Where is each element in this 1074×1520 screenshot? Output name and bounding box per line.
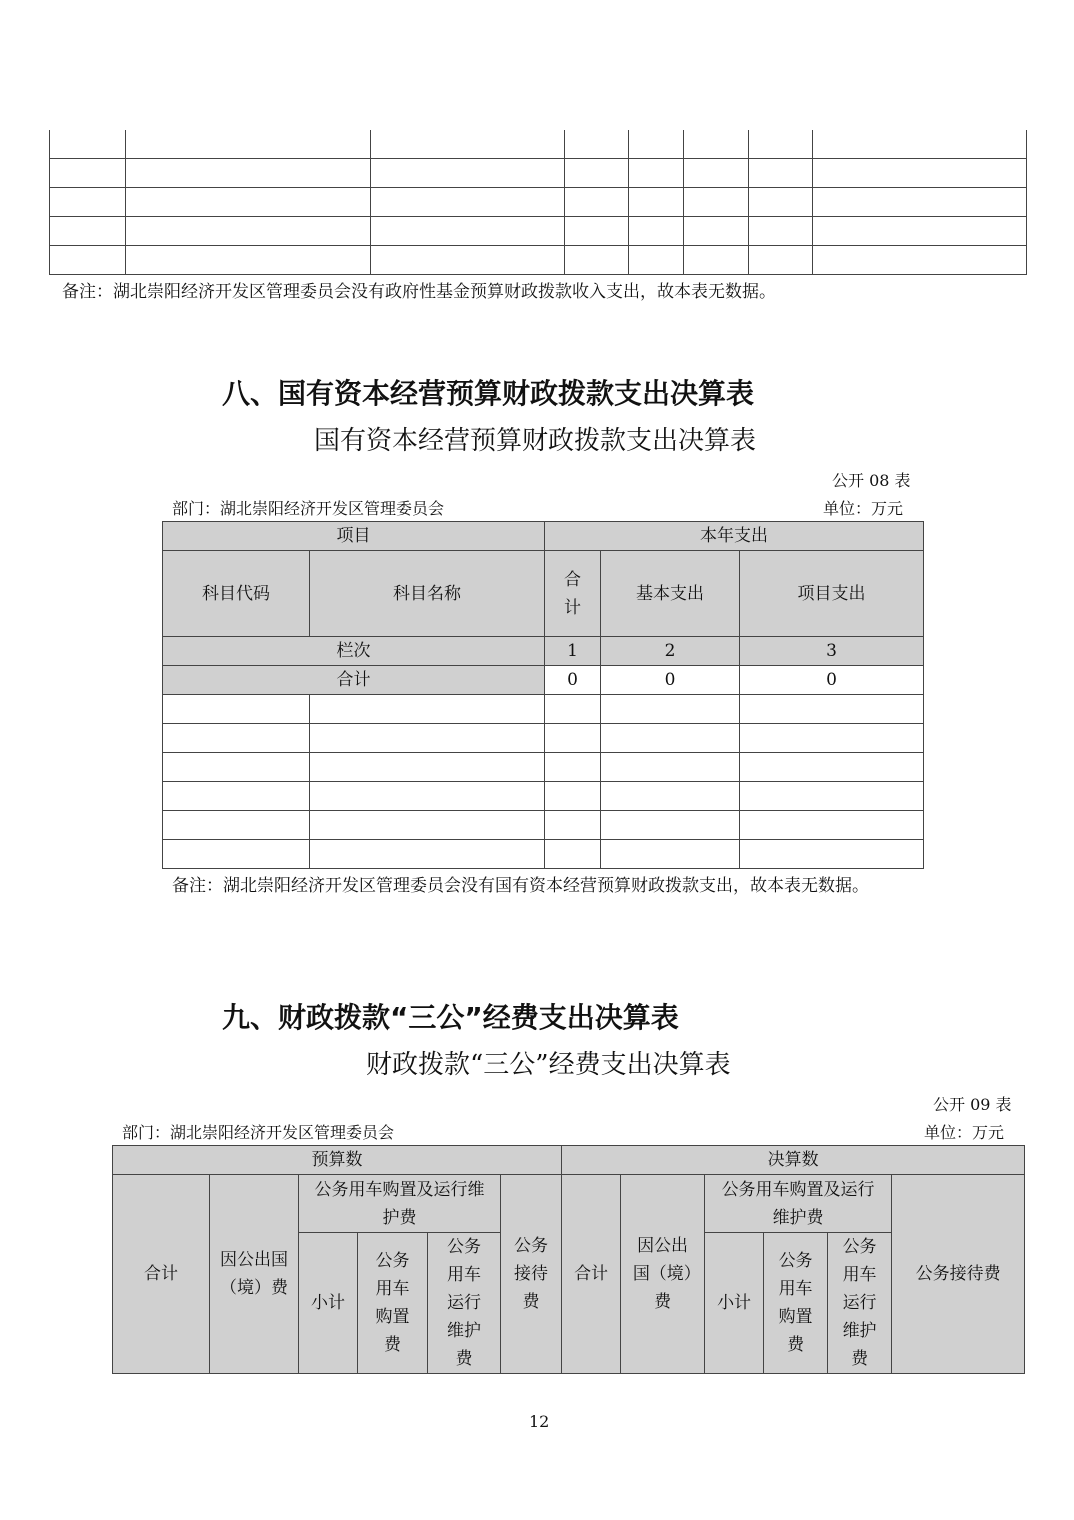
section9-dept: 部门：湖北崇阳经济开发区管理委员会 [122, 1123, 395, 1142]
section9-subtitle: 财政拨款“三公”经费支出决算表 [366, 1050, 731, 1080]
header-basic: 基本支出 [601, 551, 740, 637]
header-year-expense: 本年支出 [545, 522, 924, 551]
header-car-run: 公务用车运行维护费 [428, 1233, 501, 1374]
table-row-column-index [163, 637, 924, 666]
cell: 2 [601, 637, 740, 666]
table-row [50, 159, 1027, 188]
table8 [162, 521, 924, 869]
table-row [50, 246, 1027, 275]
header-total: 合计 [113, 1175, 210, 1374]
header-car-buy: 公务用车购置费 [358, 1233, 428, 1374]
header-reception: 公务接待费 [501, 1175, 562, 1374]
table-row-total [163, 666, 924, 695]
header-item: 项目 [163, 522, 545, 551]
cell: 3 [740, 637, 924, 666]
section9-heading: 九、财政拨款“三公”经费支出决算表 [222, 1001, 679, 1034]
section9-form-no: 公开 09 表 [933, 1095, 1012, 1114]
table7-note: 备注：湖北崇阳经济开发区管理委员会没有政府性基金预算财政拨款收入支出，故本表无数据。 [62, 282, 776, 302]
header-final: 决算数 [562, 1146, 1025, 1175]
cell: 0 [740, 666, 924, 695]
header-code: 科目代码 [163, 551, 310, 637]
header-reception: 公务接待费 [892, 1175, 1025, 1374]
section8-note: 备注：湖北崇阳经济开发区管理委员会没有国有资本经营预算财政拨款支出，故本表无数据。 [172, 876, 869, 896]
row-label: 栏次 [163, 637, 545, 666]
table7-continuation [49, 130, 1027, 275]
header-car-group: 公务用车购置及运行维护费 [705, 1175, 892, 1233]
cell: 1 [545, 637, 601, 666]
section8-heading: 八、国有资本经营预算财政拨款支出决算表 [222, 377, 755, 410]
table-row [163, 753, 924, 782]
table-row [163, 811, 924, 840]
page-number: 12 [529, 1412, 550, 1431]
row-label: 合计 [163, 666, 545, 695]
section8-unit: 单位：万元 [823, 499, 904, 518]
header-subtotal: 小计 [299, 1233, 358, 1374]
section8-form-no: 公开 08 表 [832, 471, 911, 490]
table-row [163, 695, 924, 724]
table9 [112, 1145, 1025, 1374]
section9-unit: 单位：万元 [924, 1123, 1005, 1142]
header-subtotal: 小计 [705, 1233, 764, 1374]
section8-subtitle: 国有资本经营预算财政拨款支出决算表 [314, 426, 757, 456]
header-total: 合 计 [545, 551, 601, 637]
header-car-run: 公务用车运行维护费 [828, 1233, 892, 1374]
header-budget: 预算数 [113, 1146, 562, 1175]
header-abroad: 因公出国（境）费 [621, 1175, 705, 1374]
table-header-row [163, 551, 924, 637]
table-row [163, 782, 924, 811]
table-row [50, 217, 1027, 246]
table-row [163, 840, 924, 869]
table-header-row [113, 1175, 1025, 1233]
header-car-buy: 公务用车购置费 [764, 1233, 828, 1374]
header-name: 科目名称 [310, 551, 545, 637]
table-row [50, 188, 1027, 217]
cell: 0 [545, 666, 601, 695]
table-header-row [163, 522, 924, 551]
header-abroad: 因公出国（境）费 [210, 1175, 299, 1374]
header-project: 项目支出 [740, 551, 924, 637]
table-row [163, 724, 924, 753]
table-row [50, 130, 1027, 159]
header-total: 合计 [562, 1175, 621, 1374]
cell: 0 [601, 666, 740, 695]
section8-dept: 部门：湖北崇阳经济开发区管理委员会 [172, 499, 445, 518]
header-car-group: 公务用车购置及运行维护费 [299, 1175, 501, 1233]
table-header-row [113, 1146, 1025, 1175]
